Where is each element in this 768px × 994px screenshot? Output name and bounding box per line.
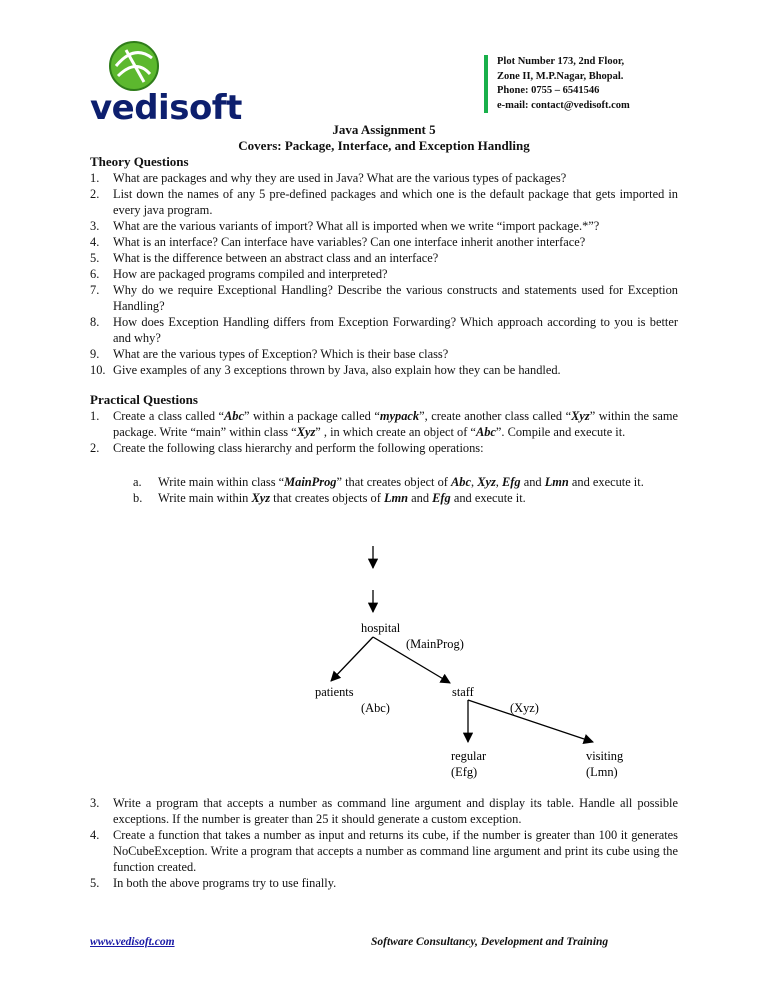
node-patients-class: (Abc) <box>361 701 390 715</box>
logo-wordmark: vedisoft <box>90 88 242 128</box>
node-staff-class: (Xyz) <box>510 701 539 715</box>
email-line: e-mail: contact@vedisoft.com <box>497 99 630 111</box>
theory-heading: Theory Questions <box>90 154 189 169</box>
footer-tagline: Software Consultancy, Development and Training <box>371 936 609 948</box>
page-title: Java Assignment 5 <box>332 122 436 137</box>
list-item: 1. Create a class called “Abc” within a package called “mypack”, create another class called “Xyz” within the same package. Write “main” within class “Xyz” , in which create an object of “Abc”. Compile and execute it. <box>90 409 678 439</box>
address-line: Zone II, M.P.Nagar, Bhopal. <box>497 70 624 82</box>
practical-list-continued <box>90 795 678 891</box>
list-item: 10. Give examples of any 3 exceptions thrown by Java, also explain how they can be handled. <box>90 363 561 377</box>
node-patients: patients <box>315 685 354 699</box>
list-item: 2. Create the following class hierarchy and perform the following operations: <box>90 441 484 455</box>
list-item: 5. What is the difference between an abstract class and an interface? <box>90 251 439 265</box>
class-hierarchy-diagram <box>0 540 768 790</box>
node-hospital-class: (MainProg) <box>406 637 464 651</box>
node-regular: regular <box>451 749 487 763</box>
arrow <box>331 637 373 681</box>
node-hospital: hospital <box>361 621 401 635</box>
theory-list <box>90 170 678 378</box>
list-item: 4. What is an interface? Can interface have variables? Can one interface inherit another interface? <box>90 235 586 249</box>
list-item: 4. Create a function that takes a number as input and returns its cube, if the number is greater than 100 it generates NoCubeException. Write a program that accepts a number as command line argument and print its cube using the function created. <box>90 828 678 874</box>
list-item: 3. Write a program that accepts a number as command line argument and display its table. Handle all possible exceptions. If the number is greater than 25 it should generate a custom exception. <box>90 796 678 826</box>
list-item: b. Write main within Xyz that creates objects of Lmn and Efg and execute it. <box>133 491 526 505</box>
list-item: 3. What are the various variants of import? What all is imported when we write “import package.*”? <box>90 219 600 233</box>
header-divider <box>484 55 488 113</box>
page-subtitle: Covers: Package, Interface, and Exception Handling <box>238 138 530 153</box>
list-item: 6. How are packaged programs compiled and interpreted? <box>90 267 388 281</box>
website-link[interactable]: www.vedisoft.com <box>90 936 175 948</box>
practical-heading: Practical Questions <box>90 392 198 407</box>
phone-line: Phone: 0755 – 6541546 <box>497 85 600 96</box>
list-item: 1. What are packages and why they are used in Java? What are the various types of packages? <box>90 171 567 185</box>
list-item: 2. List down the names of any 5 pre-defined packages and which one is the default package that gets imported in every java program. <box>90 187 678 217</box>
node-staff: staff <box>452 685 474 699</box>
list-item: 5. In both the above programs try to use finally. <box>90 876 337 890</box>
list-item: 9. What are the various types of Exception? Which is their base class? <box>90 347 449 361</box>
list-item: 8. How does Exception Handling differs from Exception Forwarding? Which approach according to you is better and why? <box>90 315 678 345</box>
list-item: 7. Why do we require Exceptional Handling? Describe the various constructs and statements used for Exception Handling? <box>90 283 678 313</box>
address-line: Plot Number 173, 2nd Floor, <box>497 56 625 67</box>
node-visiting-class: (Lmn) <box>586 765 618 779</box>
node-visiting: visiting <box>586 749 624 763</box>
contact-address <box>497 55 630 113</box>
node-regular-class: (Efg) <box>451 765 478 779</box>
sub-list <box>133 474 678 506</box>
list-item: a. Write main within class “MainProg” that creates object of Abc, Xyz, Efg and Lmn and execute it. <box>133 475 644 489</box>
practical-list <box>90 408 678 456</box>
